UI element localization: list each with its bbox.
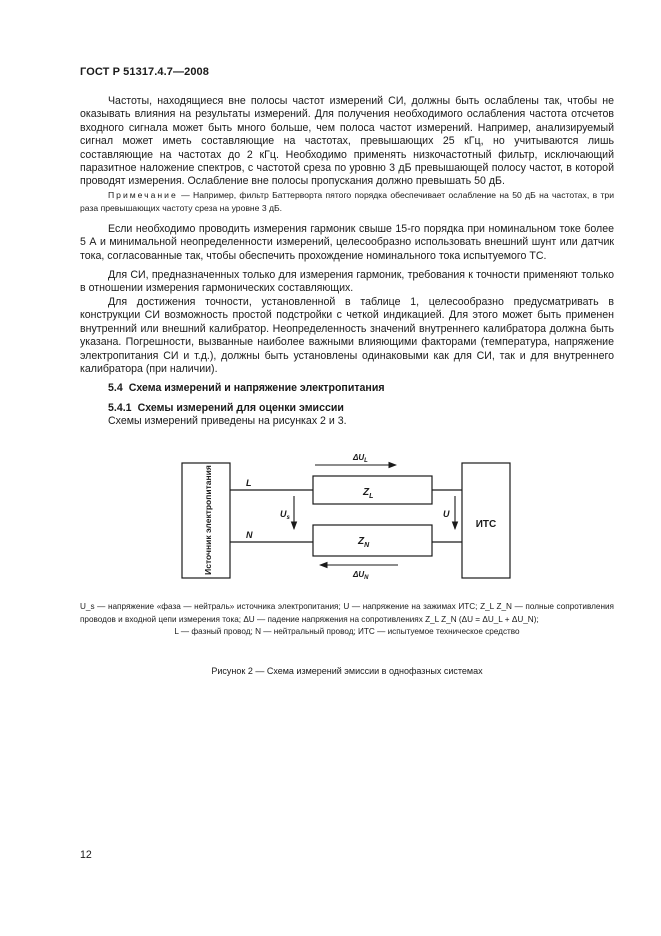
us-label: $U_s$ — [280, 509, 290, 521]
section-5-4-1-title: Схемы измерений для оценки эмиссии — [137, 401, 344, 414]
u-label: U — [443, 509, 450, 519]
document-body — [80, 95, 614, 429]
paragraph-1: Частоты, находящиеся вне полосы частот измерений СИ, должны быть ослаблены так, чтобы не оказывать влияния на результаты измерений. Для получения необходимого ослабления частота отсчетов входного сигнала может быть много больше, чем полоса частот измерений. Например, анализируемый сигнал может иметь составляющие на частотах, превышающих 25 кГц, но учитываются лишь составляющие на частотах до 2 кГц. Необходимо применять низкочастотный фильтр, исключающий паразитное наложение спектров, с частотой среза по уровню 3 дБ превышающей полосу частот, в которой проводят измерения. Ослабление вне полосы пропускания должно превышать 50 дБ. — [80, 95, 614, 188]
section-5-4-1-text: Схемы измерений приведены на рисунках 2 и 3. — [108, 415, 347, 428]
note — [80, 189, 614, 215]
measurement-circuit-diagram — [170, 445, 530, 595]
note-text: — Например, фильтр Баттерворта пятого порядка обеспечивает ослабление на 50 дБ на частотах, в три раза превышающих частоту среза на уровне 3 дБ. — [80, 189, 614, 213]
section-5-4-number: 5.4 — [108, 382, 123, 395]
power-source-label: Источник электропитания — [203, 465, 213, 575]
paragraph-3: Для СИ, предназначенных только для измерения гармоник, требования к точности применяют только в отношении измерения гармонических составляющих. — [80, 269, 614, 295]
line-N-label: N — [246, 530, 253, 540]
line-L-label: L — [246, 478, 252, 488]
figure-legend-line-1: U_s — напряжение «фаза — нейтраль» источника электропитания; U — напряжение на зажимах ИТС; Z_L Z_N — полные сопротивления проводов и входной цепи измерения тока; ΔU — падение напряжения на сопротивлениях Z_L Z_N (ΔU = ΔU_L + ΔU_N); — [80, 602, 614, 624]
section-5-4-1-number: 5.4.1 — [108, 401, 132, 414]
paragraph-2: Если необходимо проводить измерения гармоник свыше 15-го порядка при номинальном токе более 5 А и минимальной неопределенности измерений, целесообразно использовать внешний шунт или датчик тока, согласованные так, чтобы обеспечить прохождение номинального тока испытуемого ТС. — [80, 222, 614, 262]
section-5-4-title: Схема измерений и напряжение электропитания — [128, 382, 385, 395]
delta-ul-label: $\Delta U_L$ — [353, 453, 368, 464]
impedance-zn-box — [313, 525, 432, 556]
impedance-zl-label: $Z_L$ — [363, 487, 374, 500]
section-5-4-1-heading — [80, 402, 614, 415]
impedance-zn-label: $Z_N$ — [358, 536, 370, 549]
figure-legend-line-2: L — фазный провод; N — нейтральный провод; ИТС — испытуемое техническое средство — [174, 627, 520, 636]
note-label: Примечание — [108, 189, 178, 200]
delta-un-label: $\Delta U_N$ — [353, 570, 369, 581]
figure-legend — [80, 601, 614, 639]
figure-caption: Рисунок 2 — Схема измерений эмиссии в однофазных системах — [211, 666, 483, 676]
page-number: 12 — [80, 849, 92, 861]
paragraph-4: Для достижения точности, установленной в таблице 1, целесообразно предусматривать в конструкции СИ возможность простой подстройки с четкой индикацией. Для этого может быть применен внутренний или внешний калибратор. Неопределенность значений внутреннего калибратора должна быть указана. Погрешности, вызванные наиболее важными влияющими факторами (температура, напряжение электропитания СИ и т.д.), должны быть установлены одинаковыми как для СИ, так и для внутреннего калибратора (при наличии). — [80, 295, 614, 375]
document-header: ГОСТ Р 51317.4.7—2008 — [80, 66, 209, 78]
section-5-4-heading — [80, 382, 614, 395]
eut-label: ИТС — [475, 519, 497, 530]
